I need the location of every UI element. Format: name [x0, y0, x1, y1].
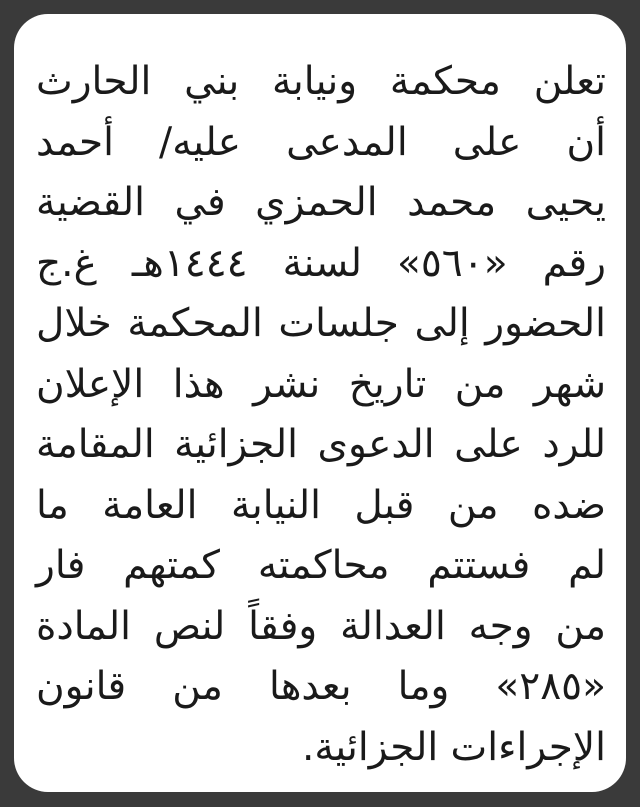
legal-notice-card — [14, 14, 626, 792]
notice-line-5: الحضور إلى جلسات المحكمة خلال — [36, 301, 606, 346]
notice-line-4: رقم «٥٦٠» لسنة ١٤٤٤هـ غ.ج — [36, 240, 606, 286]
notice-body — [36, 52, 606, 778]
notice-line-9: لم فستتم محاكمته كمتهم فار — [36, 543, 606, 588]
notice-line-7: للرد على الدعوى الجزائية المقامة — [36, 422, 606, 467]
notice-line-1: تعلن محكمة ونيابة بني الحارث — [36, 59, 606, 104]
notice-line-10: من وجه العدالة وفقاً لنص المادة — [36, 603, 606, 649]
notice-line-12: الإجراءات الجزائية. — [301, 724, 606, 770]
notice-line-3: يحيى محمد الحمزي في القضية — [36, 180, 606, 225]
notice-line-2: أن على المدعى عليه/ أحمد — [36, 119, 606, 165]
notice-line-8: ضده من قبل النيابة العامة ما — [36, 482, 606, 528]
notice-line-11: «٢٨٥» وما بعدها من قانون — [36, 664, 606, 709]
notice-line-6: شهر من تاريخ نشر هذا الإعلان — [36, 361, 606, 407]
